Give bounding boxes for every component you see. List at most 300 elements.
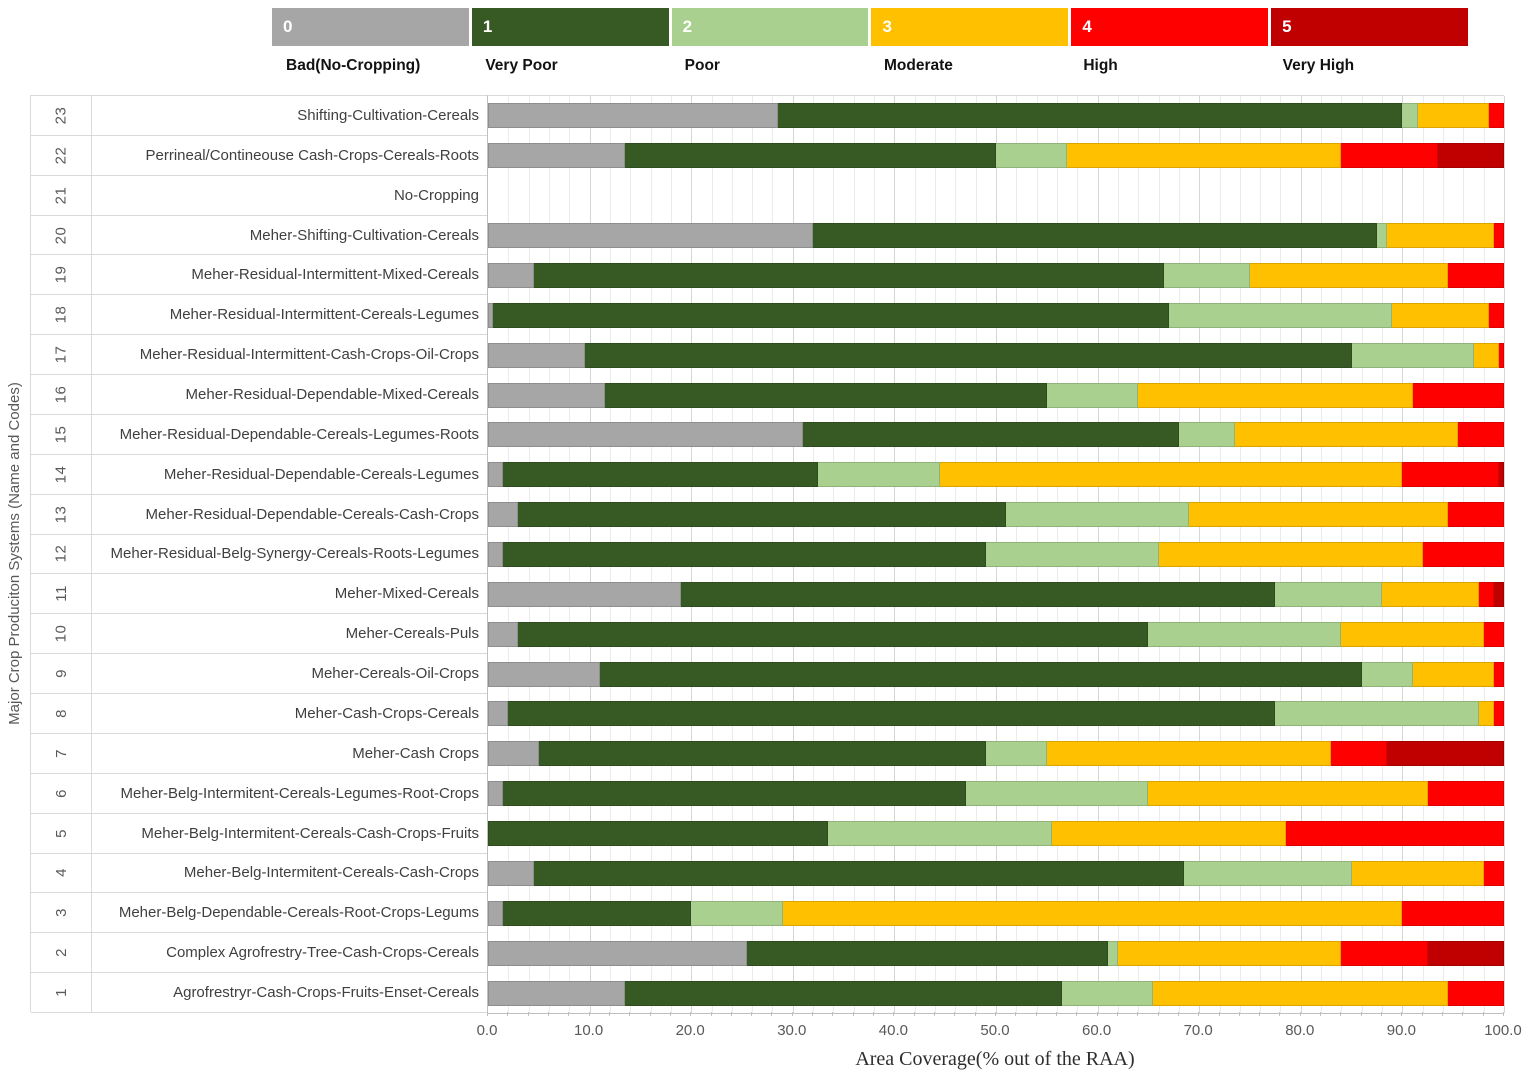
legend-block-1: 1 xyxy=(472,8,669,46)
category-code: 10 xyxy=(52,624,70,643)
x-tick-mark xyxy=(914,1012,915,1016)
category-row xyxy=(31,295,487,335)
x-tick-mark xyxy=(792,1012,793,1016)
x-tick-mark xyxy=(1015,1012,1016,1016)
bar-segment-3 xyxy=(783,901,1403,926)
bar-segment-5 xyxy=(1438,143,1504,168)
x-tick-mark xyxy=(1219,1012,1220,1016)
category-label: Meher-Residual-Intermittent-Cash-Crops-Oil-Crops xyxy=(91,335,487,374)
x-tick-mark xyxy=(1483,1012,1484,1016)
bar-segment-1 xyxy=(539,741,986,766)
bar-segment-1 xyxy=(488,821,828,846)
category-code: 2 xyxy=(52,948,70,958)
bar-segment-4 xyxy=(1331,741,1387,766)
category-row xyxy=(31,136,487,176)
bar-row-3 xyxy=(488,901,1504,926)
bar-segment-2 xyxy=(1108,941,1118,966)
bar-segment-2 xyxy=(828,821,1052,846)
bar-segment-0 xyxy=(488,781,503,806)
bar-segment-4 xyxy=(1489,103,1504,128)
bar-segment-4 xyxy=(1458,422,1504,447)
category-row xyxy=(31,654,487,694)
x-tick-mark xyxy=(711,1012,712,1016)
category-label: Meher-Belg-Intermitent-Cereals-Cash-Crops-Fruits xyxy=(91,814,487,853)
bar-row-19 xyxy=(488,263,1504,288)
x-tick-mark xyxy=(548,1012,549,1016)
x-tick-mark xyxy=(1076,1012,1077,1016)
legend-label-0: Bad(No-Cropping) xyxy=(286,57,421,74)
x-tick-mark xyxy=(609,1012,610,1016)
bar-segment-3 xyxy=(1352,861,1484,886)
legend-label-5: Very High xyxy=(1282,57,1355,74)
category-code: 11 xyxy=(52,585,70,603)
bar-segment-0 xyxy=(488,941,747,966)
bar-segment-3 xyxy=(1159,542,1423,567)
category-row xyxy=(31,495,487,535)
bar-segment-4 xyxy=(1479,582,1494,607)
category-code-cell xyxy=(31,216,91,255)
category-code: 19 xyxy=(52,266,70,284)
category-code: 14 xyxy=(52,465,70,484)
bar-segment-3 xyxy=(1392,303,1489,328)
bar-segment-1 xyxy=(681,582,1275,607)
plot-area xyxy=(487,95,1504,1014)
x-tick-mark xyxy=(1401,1012,1402,1016)
bar-segment-2 xyxy=(1169,303,1393,328)
x-tick-label: 60.0 xyxy=(1081,1022,1112,1039)
bar-row-16 xyxy=(488,383,1504,408)
x-tick-label: 0.0 xyxy=(476,1022,498,1039)
x-tick-label: 20.0 xyxy=(675,1022,705,1039)
category-code-cell xyxy=(31,933,91,972)
x-tick-mark xyxy=(1442,1012,1443,1016)
category-code: 7 xyxy=(52,748,70,758)
bar-segment-1 xyxy=(534,861,1184,886)
x-tick-mark xyxy=(1320,1012,1321,1016)
bar-row-2 xyxy=(488,941,1504,966)
category-code-cell xyxy=(31,375,91,414)
category-row xyxy=(31,535,487,575)
category-code: 20 xyxy=(52,226,70,244)
bar-segment-2 xyxy=(1352,343,1474,368)
x-tick-label: 70.0 xyxy=(1183,1022,1213,1039)
category-row xyxy=(31,933,487,973)
bar-segment-4 xyxy=(1341,143,1438,168)
bar-segment-0 xyxy=(488,343,585,368)
category-code-cell xyxy=(31,96,91,135)
category-code-cell xyxy=(31,654,91,693)
category-label: Meher-Residual-Intermittent-Mixed-Cereals xyxy=(91,255,487,294)
bar-segment-3 xyxy=(1148,781,1427,806)
category-row xyxy=(31,734,487,774)
bar-segment-4 xyxy=(1494,223,1504,248)
category-row xyxy=(31,216,487,256)
y-axis-title-wrap xyxy=(0,95,28,1012)
bar-row-4 xyxy=(488,861,1504,886)
bar-row-13 xyxy=(488,502,1504,527)
bar-segment-4 xyxy=(1402,901,1504,926)
category-code: 8 xyxy=(52,709,70,718)
category-label: Perrineal/Contineouse Cash-Crops-Cereals-Roots xyxy=(91,136,487,175)
category-code-cell xyxy=(31,893,91,932)
x-tick-mark xyxy=(507,1012,508,1016)
category-code-cell xyxy=(31,973,91,1012)
category-label: No-Cropping xyxy=(91,176,487,215)
x-tick-mark xyxy=(1279,1012,1280,1016)
category-code: 18 xyxy=(52,305,70,324)
bar-segment-2 xyxy=(1006,502,1189,527)
x-tick-mark xyxy=(1503,1012,1504,1016)
category-code: 1 xyxy=(52,988,70,997)
x-tick-mark xyxy=(1462,1012,1463,1016)
legend-label-4: High xyxy=(1083,57,1118,74)
bar-row-8 xyxy=(488,701,1504,726)
bar-segment-4 xyxy=(1494,701,1504,726)
bar-segment-0 xyxy=(488,662,600,687)
category-label: Meher-Residual-Intermittent-Cereals-Legumes xyxy=(91,295,487,334)
bar-segment-2 xyxy=(1047,383,1138,408)
category-row xyxy=(31,854,487,894)
bar-segment-0 xyxy=(488,103,778,128)
category-row xyxy=(31,893,487,933)
category-code-cell xyxy=(31,574,91,613)
category-code-cell xyxy=(31,614,91,653)
category-row xyxy=(31,614,487,654)
x-tick-label: 80.0 xyxy=(1285,1022,1315,1039)
x-tick-mark xyxy=(832,1012,833,1016)
bar-segment-1 xyxy=(503,542,986,567)
bar-segment-2 xyxy=(1402,103,1417,128)
bar-segment-4 xyxy=(1402,462,1499,487)
x-tick-mark xyxy=(1381,1012,1382,1016)
x-tick-mark xyxy=(893,1012,894,1016)
x-tick-mark xyxy=(1178,1012,1179,1016)
legend-block-0: 0 xyxy=(272,8,469,46)
category-label: Shifting-Cultivation-Cereals xyxy=(91,96,487,135)
bar-segment-4 xyxy=(1428,781,1504,806)
bar-segment-1 xyxy=(503,901,691,926)
bar-segment-1 xyxy=(534,263,1164,288)
bar-segment-4 xyxy=(1494,662,1504,687)
category-code-cell xyxy=(31,694,91,733)
category-row xyxy=(31,814,487,854)
category-label: Meher-Belg-Dependable-Cereals-Root-Crops-Legums xyxy=(91,893,487,932)
x-tick-mark xyxy=(629,1012,630,1016)
legend-labels xyxy=(272,57,1468,81)
category-label: Meher-Residual-Dependable-Cereals-Legumes xyxy=(91,455,487,494)
category-label: Meher-Residual-Dependable-Mixed-Cereals xyxy=(91,375,487,414)
category-row xyxy=(31,415,487,455)
x-tick-mark xyxy=(1158,1012,1159,1016)
bar-segment-5 xyxy=(1387,741,1504,766)
category-label: Agrofrestryr-Cash-Crops-Fruits-Enset-Cereals xyxy=(91,973,487,1012)
x-tick-label: 10.0 xyxy=(573,1022,604,1039)
category-code-cell xyxy=(31,495,91,534)
category-label: Meher-Residual-Belg-Synergy-Cereals-Roots-Legumes xyxy=(91,535,487,574)
x-tick-mark xyxy=(487,1012,488,1016)
bar-row-5 xyxy=(488,821,1504,846)
bar-segment-3 xyxy=(1341,622,1483,647)
category-row xyxy=(31,455,487,495)
bar-row-17 xyxy=(488,343,1504,368)
x-tick-label: 40.0 xyxy=(878,1022,908,1039)
x-tick-mark xyxy=(995,1012,996,1016)
bar-segment-3 xyxy=(1479,701,1494,726)
bar-segment-4 xyxy=(1448,981,1504,1006)
category-code: 9 xyxy=(52,669,70,678)
category-code: 17 xyxy=(52,345,70,364)
bar-segment-0 xyxy=(488,741,539,766)
bar-segment-0 xyxy=(488,981,625,1006)
legend-label-1: Very Poor xyxy=(485,57,558,74)
bar-segment-3 xyxy=(1382,582,1479,607)
category-code: 16 xyxy=(52,385,70,404)
bar-segment-1 xyxy=(585,343,1352,368)
bar-segment-3 xyxy=(1052,821,1286,846)
bar-segment-0 xyxy=(488,582,681,607)
bar-segment-2 xyxy=(1148,622,1341,647)
bar-row-22 xyxy=(488,143,1504,168)
category-code: 6 xyxy=(52,788,70,798)
category-code: 5 xyxy=(52,828,70,838)
category-label: Meher-Cash Crops xyxy=(91,734,487,773)
legend-block-5: 5 xyxy=(1271,8,1468,46)
bar-segment-4 xyxy=(1448,502,1504,527)
category-label: Meher-Cash-Crops-Cereals xyxy=(91,694,487,733)
bar-row-6 xyxy=(488,781,1504,806)
bar-row-14 xyxy=(488,462,1504,487)
y-axis-title: Major Crop Produciton Systems (Name and Codes) xyxy=(5,382,23,725)
bar-segment-2 xyxy=(1164,263,1250,288)
category-label: Meher-Belg-Intermitent-Cereals-Cash-Crops xyxy=(91,854,487,893)
bar-segment-1 xyxy=(813,223,1377,248)
category-code: 23 xyxy=(52,106,70,125)
bar-segment-3 xyxy=(1118,941,1342,966)
bar-segment-3 xyxy=(1474,343,1499,368)
x-axis-title: Area Coverage(% out of the RAA) xyxy=(855,1048,1135,1070)
category-code: 13 xyxy=(52,505,70,523)
x-tick-mark xyxy=(731,1012,732,1016)
bar-segment-2 xyxy=(691,901,782,926)
bar-segment-3 xyxy=(1235,422,1459,447)
x-tick-mark xyxy=(1340,1012,1341,1016)
x-tick-mark xyxy=(1117,1012,1118,1016)
bar-segment-2 xyxy=(996,143,1067,168)
bar-segment-2 xyxy=(1275,701,1478,726)
x-tick-mark xyxy=(1239,1012,1240,1016)
x-tick-mark xyxy=(812,1012,813,1016)
bar-segment-1 xyxy=(518,622,1148,647)
category-code-cell xyxy=(31,255,91,294)
x-tick-mark xyxy=(670,1012,671,1016)
bar-segment-0 xyxy=(488,143,625,168)
legend xyxy=(272,8,1468,46)
x-tick-label: 50.0 xyxy=(980,1022,1010,1039)
bar-segment-2 xyxy=(1377,223,1387,248)
gridline-100 xyxy=(1504,96,1505,1013)
category-code-cell xyxy=(31,176,91,215)
bar-segment-4 xyxy=(1341,941,1427,966)
bar-segment-1 xyxy=(803,422,1179,447)
bar-segment-1 xyxy=(778,103,1403,128)
category-row xyxy=(31,375,487,415)
bar-segment-3 xyxy=(1387,223,1494,248)
category-label: Meher-Belg-Intermitent-Cereals-Legumes-Root-Crops xyxy=(91,774,487,813)
x-tick-mark xyxy=(589,1012,590,1016)
category-row xyxy=(31,255,487,295)
x-tick-mark xyxy=(1300,1012,1301,1016)
bar-segment-0 xyxy=(488,462,503,487)
bar-segment-0 xyxy=(488,223,813,248)
x-tick-mark xyxy=(528,1012,529,1016)
category-label: Meher-Mixed-Cereals xyxy=(91,574,487,613)
bar-segment-5 xyxy=(1494,582,1504,607)
category-label: Meher-Cereals-Puls xyxy=(91,614,487,653)
category-code: 22 xyxy=(52,146,70,165)
bar-segment-0 xyxy=(488,383,605,408)
bar-segment-1 xyxy=(747,941,1108,966)
bar-segment-4 xyxy=(1484,622,1504,647)
bar-segment-3 xyxy=(1047,741,1331,766)
bar-segment-3 xyxy=(1138,383,1412,408)
x-tick-mark xyxy=(650,1012,651,1016)
x-tick-mark xyxy=(954,1012,955,1016)
x-axis xyxy=(476,1012,1522,1052)
category-row xyxy=(31,973,487,1013)
bar-segment-5 xyxy=(1499,462,1504,487)
category-code-cell xyxy=(31,295,91,334)
bar-segment-2 xyxy=(818,462,940,487)
bar-segment-1 xyxy=(493,303,1169,328)
bar-segment-4 xyxy=(1489,303,1504,328)
bar-segment-2 xyxy=(1179,422,1235,447)
bar-segment-3 xyxy=(1153,981,1448,1006)
category-row xyxy=(31,774,487,814)
category-row xyxy=(31,574,487,614)
category-label: Complex Agrofrestry-Tree-Cash-Crops-Cereals xyxy=(91,933,487,972)
legend-label-2: Poor xyxy=(684,57,720,74)
category-code: 21 xyxy=(52,186,70,204)
bar-segment-1 xyxy=(508,701,1275,726)
category-row xyxy=(31,96,487,136)
category-code-cell xyxy=(31,455,91,494)
bar-segment-1 xyxy=(625,981,1062,1006)
x-tick-mark xyxy=(771,1012,772,1016)
bar-segment-0 xyxy=(488,263,534,288)
category-code-cell xyxy=(31,335,91,374)
category-code-cell xyxy=(31,814,91,853)
x-tick-mark xyxy=(1422,1012,1423,1016)
bar-row-7 xyxy=(488,741,1504,766)
bar-segment-4 xyxy=(1499,343,1504,368)
x-tick-mark xyxy=(1036,1012,1037,1016)
bar-row-18 xyxy=(488,303,1504,328)
bar-segment-2 xyxy=(1275,582,1382,607)
bar-segment-3 xyxy=(1189,502,1448,527)
x-tick-mark xyxy=(1097,1012,1098,1016)
category-label: Meher-Cereals-Oil-Crops xyxy=(91,654,487,693)
legend-block-3: 3 xyxy=(871,8,1068,46)
bar-segment-4 xyxy=(1286,821,1504,846)
x-tick-label: 30.0 xyxy=(777,1022,807,1039)
bar-segment-0 xyxy=(488,701,508,726)
bar-segment-2 xyxy=(966,781,1149,806)
bar-segment-1 xyxy=(503,462,818,487)
bar-segment-0 xyxy=(488,901,503,926)
bar-segment-1 xyxy=(600,662,1362,687)
bar-segment-0 xyxy=(488,542,503,567)
x-tick-mark xyxy=(853,1012,854,1016)
category-row xyxy=(31,694,487,734)
category-code-cell xyxy=(31,535,91,574)
x-tick-mark xyxy=(1198,1012,1199,1016)
bar-segment-0 xyxy=(488,422,803,447)
category-code-cell xyxy=(31,136,91,175)
category-code-cell xyxy=(31,774,91,813)
x-tick-mark xyxy=(1056,1012,1057,1016)
bar-segment-0 xyxy=(488,622,518,647)
bar-segment-1 xyxy=(605,383,1047,408)
x-tick-mark xyxy=(568,1012,569,1016)
bar-row-10 xyxy=(488,622,1504,647)
category-code: 12 xyxy=(52,545,70,563)
category-label: Meher-Residual-Dependable-Cereals-Legumes-Roots xyxy=(91,415,487,454)
x-tick-mark xyxy=(690,1012,691,1016)
category-label: Meher-Residual-Dependable-Cereals-Cash-Crops xyxy=(91,495,487,534)
x-tick-mark xyxy=(873,1012,874,1016)
x-tick-label: 100.0 xyxy=(1484,1022,1522,1039)
bar-row-15 xyxy=(488,422,1504,447)
legend-label-3: Moderate xyxy=(883,57,953,74)
bar-segment-2 xyxy=(1184,861,1352,886)
legend-block-4: 4 xyxy=(1071,8,1268,46)
bar-row-9 xyxy=(488,662,1504,687)
x-tick-mark xyxy=(1259,1012,1260,1016)
y-category-panel xyxy=(30,95,487,1012)
bar-segment-2 xyxy=(986,741,1047,766)
category-code: 15 xyxy=(52,425,70,444)
category-code-cell xyxy=(31,734,91,773)
bar-segment-2 xyxy=(1362,662,1413,687)
bar-segment-3 xyxy=(940,462,1402,487)
bar-row-11 xyxy=(488,582,1504,607)
bar-segment-5 xyxy=(1428,941,1504,966)
bar-segment-2 xyxy=(1062,981,1153,1006)
bar-row-23 xyxy=(488,103,1504,128)
category-code: 3 xyxy=(52,908,70,918)
category-code-cell xyxy=(31,415,91,454)
category-row xyxy=(31,176,487,216)
x-tick-mark xyxy=(975,1012,976,1016)
x-tick-mark xyxy=(1361,1012,1362,1016)
bar-segment-1 xyxy=(503,781,965,806)
bar-segment-4 xyxy=(1448,263,1504,288)
bar-segment-3 xyxy=(1250,263,1448,288)
bar-segment-3 xyxy=(1067,143,1341,168)
bar-segment-4 xyxy=(1413,383,1504,408)
bar-segment-0 xyxy=(488,502,518,527)
legend-block-2: 2 xyxy=(672,8,869,46)
bar-row-12 xyxy=(488,542,1504,567)
category-code-cell xyxy=(31,854,91,893)
bar-segment-2 xyxy=(986,542,1159,567)
x-tick-mark xyxy=(751,1012,752,1016)
bar-segment-4 xyxy=(1484,861,1504,886)
bar-segment-3 xyxy=(1418,103,1489,128)
bar-segment-1 xyxy=(625,143,996,168)
bar-segment-0 xyxy=(488,861,534,886)
x-tick-mark xyxy=(1137,1012,1138,1016)
